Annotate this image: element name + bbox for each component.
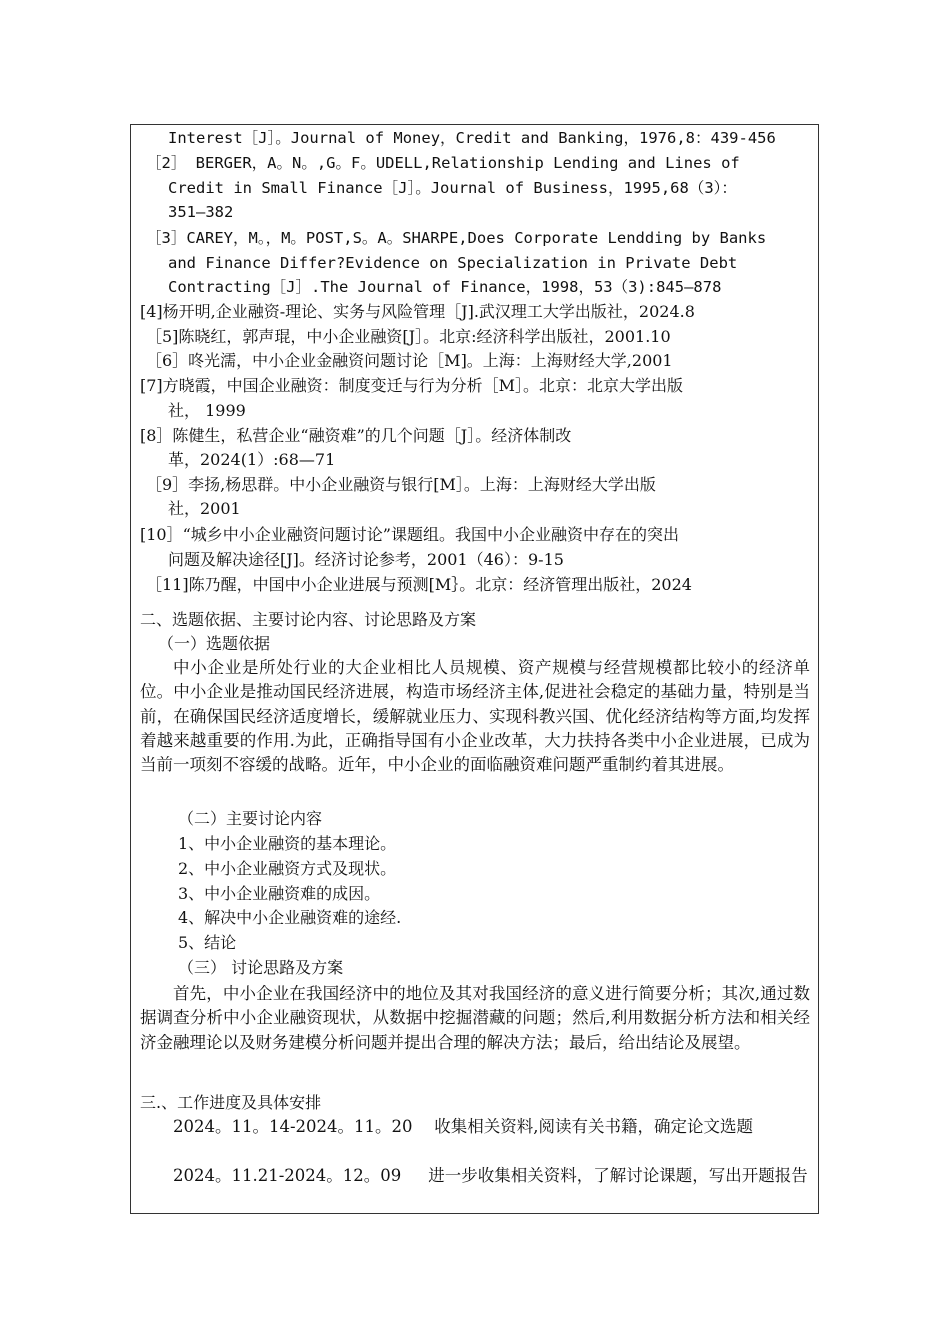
content-item: 4、解决中小企业融资难的途经. [178,908,402,927]
section-heading: 三.、工作进度及具体安排 [140,1093,322,1112]
reference-line: Contracting［J］.The Journal of Finance，1998，53（3):845—878 [168,278,722,296]
reference-line: 社，2001 [168,499,241,518]
reference-line: 351—382 [168,203,234,221]
reference-line: [10］“城乡中小企业融资问题讨论”课题组。我国中小企业融资中存在的突出 [140,525,679,544]
reference-line: 问题及解决途径[J]。经济讨论参考，2001（46）：9-15 [168,550,564,569]
schedule-entry: 2024。11.21-2024。12。09 进一步收集相关资料，了解讨论课题，写出开题报告 [173,1166,808,1185]
reference-line: and Finance Differ?Evidence on Specialization in Private Debt [168,254,738,272]
section-heading: 二、选题依据、主要讨论内容、讨论思路及方案 [140,610,477,629]
schedule-entry: 2024。11。14-2024。11。20 收集相关资料,阅读有关书籍，确定论文选题 [173,1117,754,1136]
reference-line: ［5]陈晓红，郭声琨，中小企业融资[J］。北京:经济科学出版社，2001.10 [146,327,671,346]
reference-line: ［9］李扬,杨思群。中小企业融资与银行[M］。上海：上海财经大学出版 [146,475,656,494]
content-item: 5、结论 [178,933,237,952]
reference-line: 社， 1999 [168,401,246,420]
reference-line: ［11]陈乃醒，中国中小企业进展与预测[M｝。北京：经济管理出版社，2024 [146,575,692,594]
subsection-heading: （三） 讨论思路及方案 [178,958,344,977]
reference-line: ［2］ BERGER，A。N。,G。F。UDELL,Relationship Lending and Lines of [146,154,740,172]
reference-line: Interest［J］。Journal of Money，Credit and Banking，1976,8：439-456 [168,129,776,147]
reference-line: Credit in Small Finance［J］。Journal of Business，1995,68（3）： [168,179,737,197]
subsection-heading: （一）选题依据 [158,634,271,653]
content-item: 1、中小企业融资的基本理论。 [178,834,397,853]
reference-line: [7]方晓霞，中国企业融资：制度变迁与行为分析［M］。北京：北京大学出版 [140,376,684,395]
rationale-paragraph: 中小企业是所处行业的大企业相比人员规模、资产规模与经营规模都比较小的经济单位。中小企业是推动国民经济进展，构造市场经济主体,促进社会稳定的基础力量，特别是当前，在确保国民经济适度增长，缓解就业压力、实现科教兴国、优化经济结构等方面,均发挥着越来越重要的作用.为此，正确指导国有小企业改革，大力扶持各类中小企业进展，已成为当前一项刻不容缓的战略。近年，中小企业的面临融资难问题严重制约着其进展。 [140,658,810,775]
approach-paragraph: 首先，中小企业在我国经济中的地位及其对我国经济的意义进行简要分析；其次,通过数据调查分析中小企业融资现状，从数据中挖掘潜藏的问题；然后,利用数据分析方法和相关经济金融理论以及财务建模分析问题并提出合理的解决方法；最后，给出结论及展望。 [140,984,810,1052]
reference-line: [4]杨开明,企业融资-理论、实务与风险管理［J].武汉理工大学出版社，2024.8 [140,302,695,321]
reference-line: ［6］咚光濡，中小企业金融资问题讨论［M]。上海：上海财经大学,2001 [146,351,673,370]
reference-line: ［3］CAREY，M。，M。POST,S。A。SHARPE,Does Corporate Lendding by Banks [146,229,767,247]
subsection-heading: （二）主要讨论内容 [178,809,323,828]
content-item: 2、中小企业融资方式及现状。 [178,859,397,878]
content-item: 3、中小企业融资难的成因。 [178,884,381,903]
reference-line: [8］陈健生，私营企业“融资难”的几个问题［J］。经济体制改 [140,426,572,445]
reference-line: 革，2024(1）:68—71 [168,450,336,469]
